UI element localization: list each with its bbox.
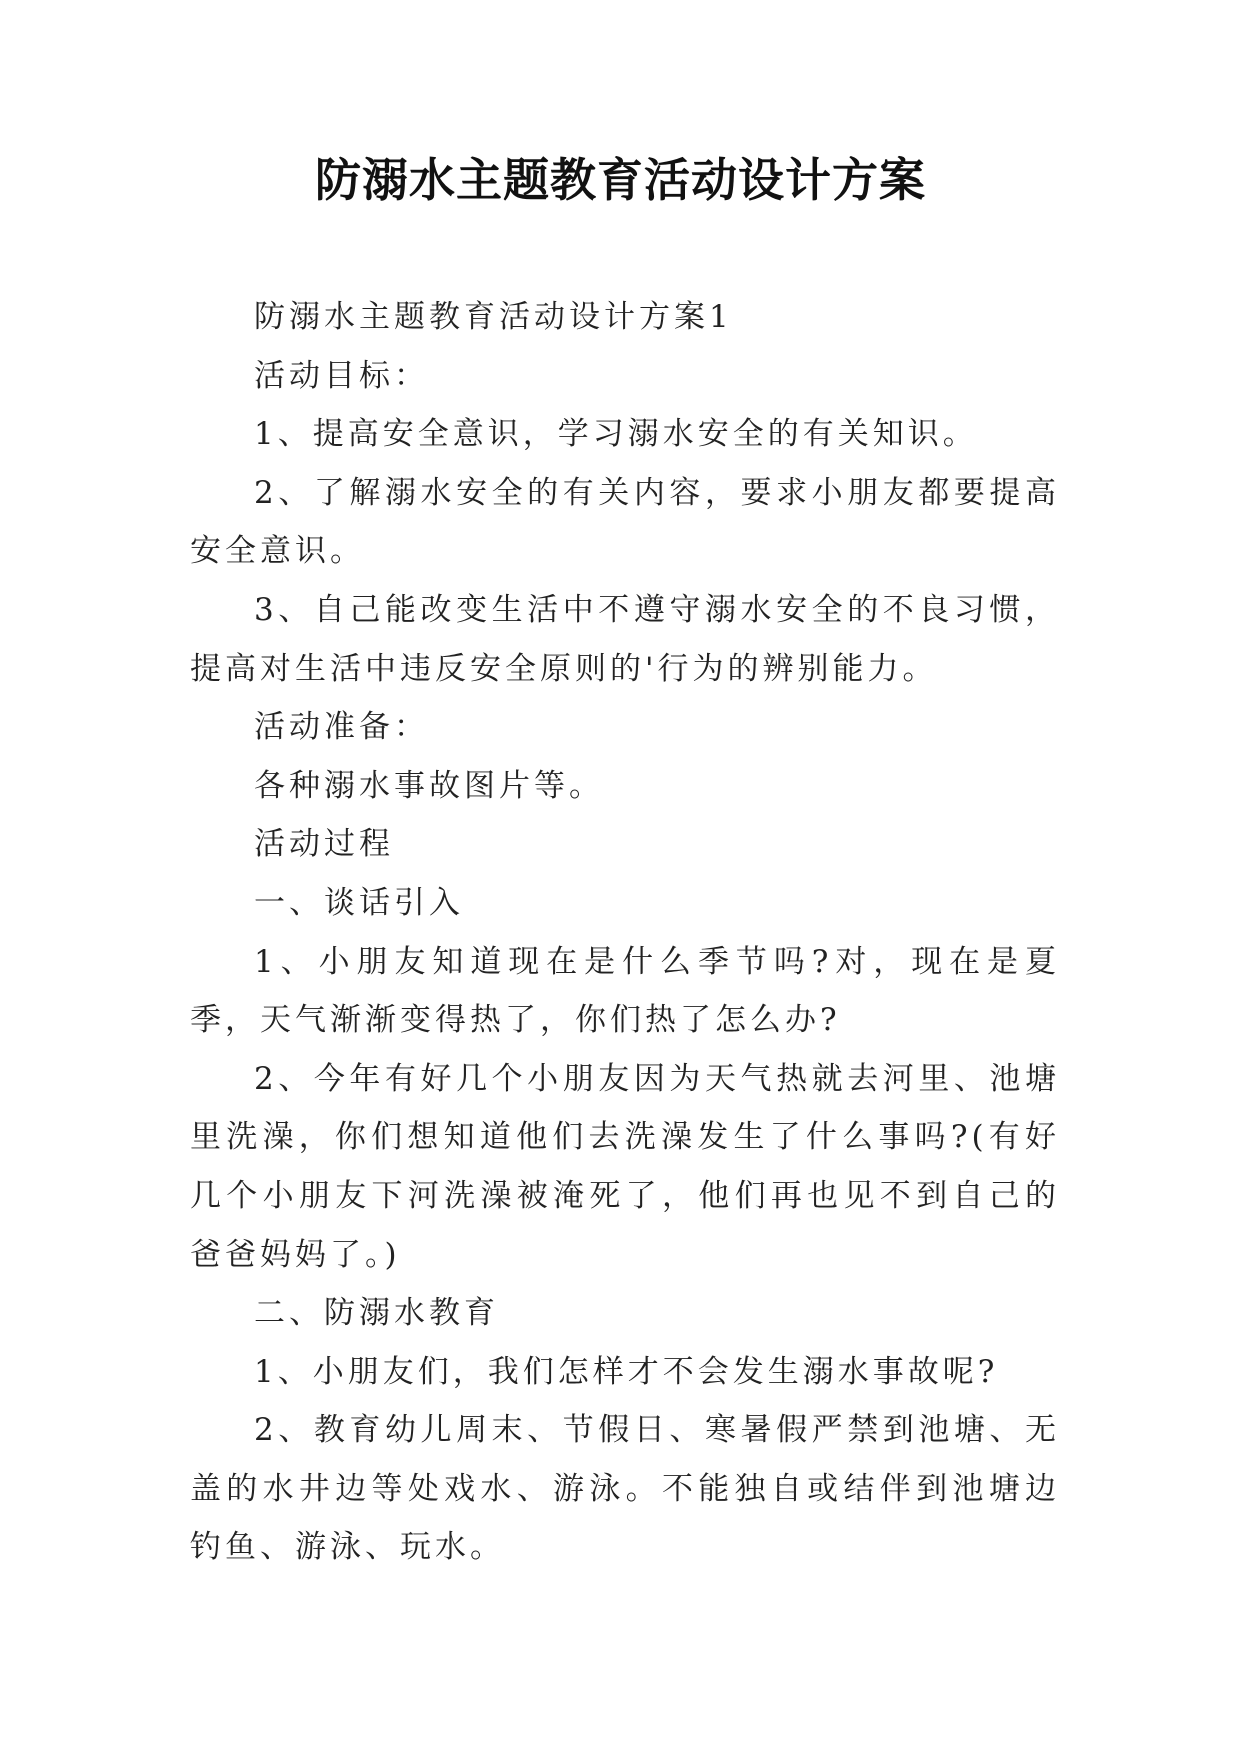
paragraph-goal-1: 1、提高安全意识，学习溺水安全的有关知识。 (254, 416, 978, 453)
paragraph-process-heading: 活动过程 (254, 826, 394, 863)
paragraph-goals-heading: 活动目标： (254, 357, 429, 394)
paragraph-section-1-heading: 一、谈话引入 (254, 884, 464, 921)
paragraph-section-1-item-1: 1、小朋友知道现在是什么季节吗?对，现在是夏季，天气渐渐变得热了，你们热了怎么办? (190, 943, 1060, 1039)
paragraph-preparation: 各种溺水事故图片等。 (254, 767, 604, 804)
paragraph-section-1-item-2: 2、今年有好几个小朋友因为天气热就去河里、池塘里洗澡，你们想知道他们去洗澡发生了什么事吗?(有好几个小朋友下河洗澡被淹死了，他们再也见不到自己的爸爸妈妈了。) (190, 1060, 1060, 1273)
paragraph-plan-heading: 防溺水主题教育活动设计方案1 (254, 299, 733, 335)
paragraph-section-2-heading: 二、防溺水教育 (254, 1295, 499, 1332)
paragraph-section-2-item-1: 1、小朋友们，我们怎样才不会发生溺水事故呢? (254, 1353, 999, 1390)
paragraph-section-2-item-2: 2、教育幼儿周末、节假日、寒暑假严禁到池塘、无盖的水井边等处戏水、游泳。不能独自或结伴到池塘边钓鱼、游泳、玩水。 (190, 1412, 1060, 1566)
paragraph-goal-3: 3、自己能改变生活中不遵守溺水安全的不良习惯，提高对生活中违反安全原则的'行为的辨别能力。 (190, 591, 1060, 687)
document-body (190, 288, 1060, 1577)
paragraph-preparation-heading: 活动准备： (254, 709, 429, 746)
paragraph-goal-2: 2、了解溺水安全的有关内容，要求小朋友都要提高安全意识。 (190, 474, 1060, 570)
document-title: 防溺水主题教育活动设计方案 (315, 153, 926, 207)
